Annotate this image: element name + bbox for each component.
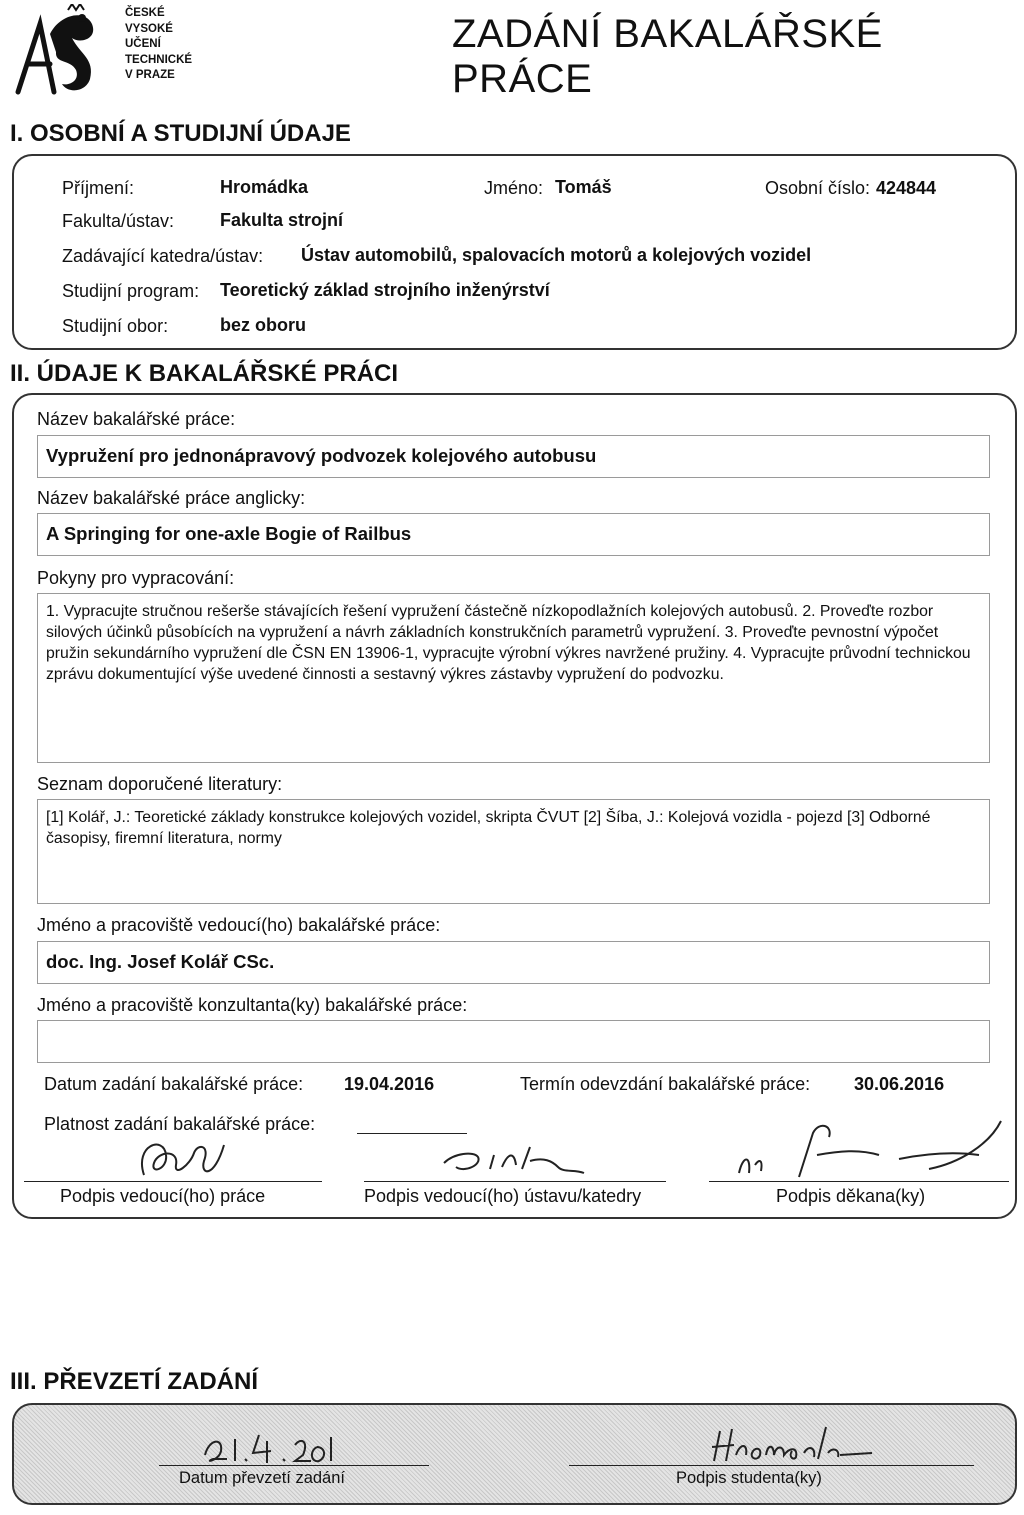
- handover-box: [12, 1403, 1017, 1505]
- deadline-value: 30.06.2016: [854, 1074, 945, 1094]
- head-sign-line: [364, 1181, 666, 1182]
- deadline-label: Termín odevzdání bakalářské práce:: [520, 1074, 811, 1094]
- faculty-label: Fakulta/ústav:: [62, 211, 175, 231]
- literature-field: [37, 799, 990, 904]
- dean-sign-line: [709, 1181, 1009, 1182]
- field-label: Studijní obor:: [62, 316, 169, 336]
- literature-text: [1] Kolář, J.: Teoretické základy konstrukce kolejových vozidel, skripta ČVUT [2] Šíba, J.: Kolejová vozidla - pojezd [3] Odborné časopisy, firemní literatura, normy: [46, 809, 931, 847]
- supervisor-value: doc. Ing. Josef Kolář CSc.: [46, 951, 275, 972]
- student-signature: [704, 1423, 884, 1467]
- consultant-label: Jméno a pracoviště konzultanta(ky) bakalářské práce:: [37, 995, 468, 1015]
- personal-no-label: Osobní číslo:: [765, 178, 871, 198]
- assign-date-label: Datum zadání bakalářské práce:: [44, 1074, 304, 1094]
- uni-line: ČESKÉ: [125, 7, 165, 19]
- dean-signature: [729, 1115, 1009, 1185]
- firstname-label: Jméno:: [484, 178, 544, 198]
- dean-sign-caption: Podpis děkana(ky): [776, 1186, 926, 1206]
- handwritten-date: [199, 1425, 339, 1469]
- head-sign-caption: Podpis vedoucí(ho) ústavu/katedry: [364, 1186, 642, 1206]
- supervisor-label: Jméno a pracoviště vedoucí(ho) bakalářské práce:: [37, 915, 441, 935]
- date-line: [159, 1465, 429, 1466]
- personal-no-value: 424844: [876, 178, 937, 198]
- faculty-value: Fakulta strojní: [220, 210, 344, 230]
- section2-heading: II. ÚDAJE K BAKALÁŘSKÉ PRÁCI: [10, 360, 399, 387]
- literature-label: Seznam doporučené literatury:: [37, 774, 283, 794]
- assign-date-value: 19.04.2016: [344, 1074, 435, 1094]
- supervisor-sign-line: [24, 1181, 322, 1182]
- uni-line: TECHNICKÉ: [125, 53, 193, 66]
- section3-heading: III. PŘEVZETÍ ZADÁNÍ: [10, 1368, 259, 1395]
- document-title: ZADÁNÍ BAKALÁŘSKÉ PRÁCE: [452, 12, 883, 101]
- date-caption: Datum převzetí zadání: [179, 1469, 345, 1487]
- personal-data-box: [12, 154, 1017, 350]
- head-signature: [434, 1143, 604, 1183]
- thesis-title-en-value: A Springing for one-axle Bogie of Railbus: [46, 523, 412, 544]
- thesis-title-en-field: [37, 513, 990, 556]
- department-label: Zadávající katedra/ústav:: [62, 246, 264, 266]
- thesis-title-value: Vypružení pro jednonápravový podvozek kolejového autobusu: [46, 445, 597, 466]
- surname-label: Příjmení:: [62, 178, 135, 198]
- program-value: Teoretický základ strojního inženýrství: [220, 280, 550, 300]
- thesis-data-box: [12, 393, 1017, 1219]
- university-name: [125, 6, 192, 84]
- student-sign-line: [569, 1465, 974, 1466]
- program-label: Studijní program:: [62, 281, 200, 301]
- uni-line: VYSOKÉ: [125, 22, 173, 35]
- instructions-label: Pokyny pro vypracování:: [37, 568, 235, 588]
- uni-line: UČENÍ: [125, 38, 161, 50]
- uni-line: V PRAZE: [125, 69, 175, 81]
- department-value: Ústav automobilů, spalovacích motorů a kolejových vozidel: [301, 245, 812, 265]
- field-value: bez oboru: [220, 315, 306, 335]
- thesis-title-label: Název bakalářské práce:: [37, 409, 236, 429]
- thesis-title-en-label: Název bakalářské práce anglicky:: [37, 488, 306, 508]
- supervisor-sign-caption: Podpis vedoucí(ho) práce: [60, 1186, 266, 1206]
- instructions-field: [37, 593, 990, 763]
- supervisor-field: [37, 941, 990, 984]
- surname-value: Hromádka: [220, 177, 309, 197]
- firstname-value: Tomáš: [555, 177, 612, 197]
- thesis-title-field: [37, 435, 990, 478]
- consultant-field: [37, 1020, 990, 1063]
- validity-label: Platnost zadání bakalářské práce:: [44, 1114, 316, 1134]
- validity-line: [357, 1133, 467, 1134]
- ctu-logo: [10, 4, 100, 96]
- supervisor-signature: [124, 1135, 244, 1187]
- section1-heading: I. OSOBNÍ A STUDIJNÍ ÚDAJE: [10, 120, 351, 147]
- student-sign-caption: Podpis studenta(ky): [676, 1469, 822, 1487]
- instructions-text: 1. Vypracujte stručnou rešerše stávajících řešení vypružení částečně nízkopodlažních kolejových autobusů. 2. Proveďte rozbor silových účinků působících na vypružení a návrh základních konstrukčních parametrů vypružení. 3. Proveďte pevnostní výpočet pružin sekundárního vypružení dle ČSN EN 13906-1, vypracujte výrobní výkres navržené pružiny. 4. Vypracujte průvodní technickou zprávu dokumentující výše uvedené činnosti a sestavný výkres zástavby vypružení do podvozku.: [46, 603, 971, 683]
